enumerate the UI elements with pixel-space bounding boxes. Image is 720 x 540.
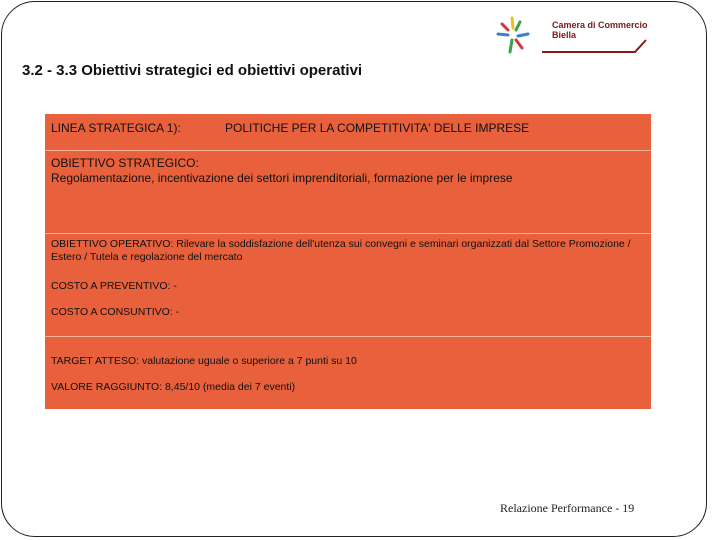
logo-swoosh [540,34,650,54]
footer-page-label: Relazione Performance - 19 [500,501,635,515]
logo-org-line2: Biella [552,30,577,40]
costo-consuntivo: COSTO A CONSUNTIVO: - [51,306,180,318]
obiettivo-operativo-text: OBIETTIVO OPERATIVO: Rilevare la soddisfazione dell'utenza sui convegni e seminari organizzati dal Settore Promozione / Estero / Tutela e regolazione del mercato [51,238,631,263]
obiettivo-strategico-row [45,151,651,234]
page-title: 3.2 - 3.3 Obiettivi strategici ed obiettivi operativi [22,62,363,79]
obiettivo-operativo-row [45,234,651,337]
camera-commercio-logo [492,14,652,58]
logo-org-line1: Camera di Commercio [552,20,648,30]
objectives-table [45,114,651,409]
linea-strategica-row [45,114,651,151]
linea-value: POLITICHE PER LA COMPETITIVITA' DELLE IMPRESE [225,121,530,135]
target-atteso: TARGET ATTESO: valutazione uguale o superiore a 7 punti su 10 [51,355,357,367]
valore-raggiunto: VALORE RAGGIUNTO: 8,45/10 (media dei 7 eventi) [51,381,296,393]
obiettivo-strategico-value: Regolamentazione, incentivazione dei settori imprenditoriali, formazione per le imprese [51,171,513,185]
logo-star-icon [492,14,536,58]
costo-preventivo: COSTO A PREVENTIVO: - [51,280,177,292]
obiettivo-strategico-label: OBIETTIVO STRATEGICO: [51,156,199,170]
target-row [45,337,651,409]
linea-label: LINEA STRATEGICA 1): [51,121,181,135]
